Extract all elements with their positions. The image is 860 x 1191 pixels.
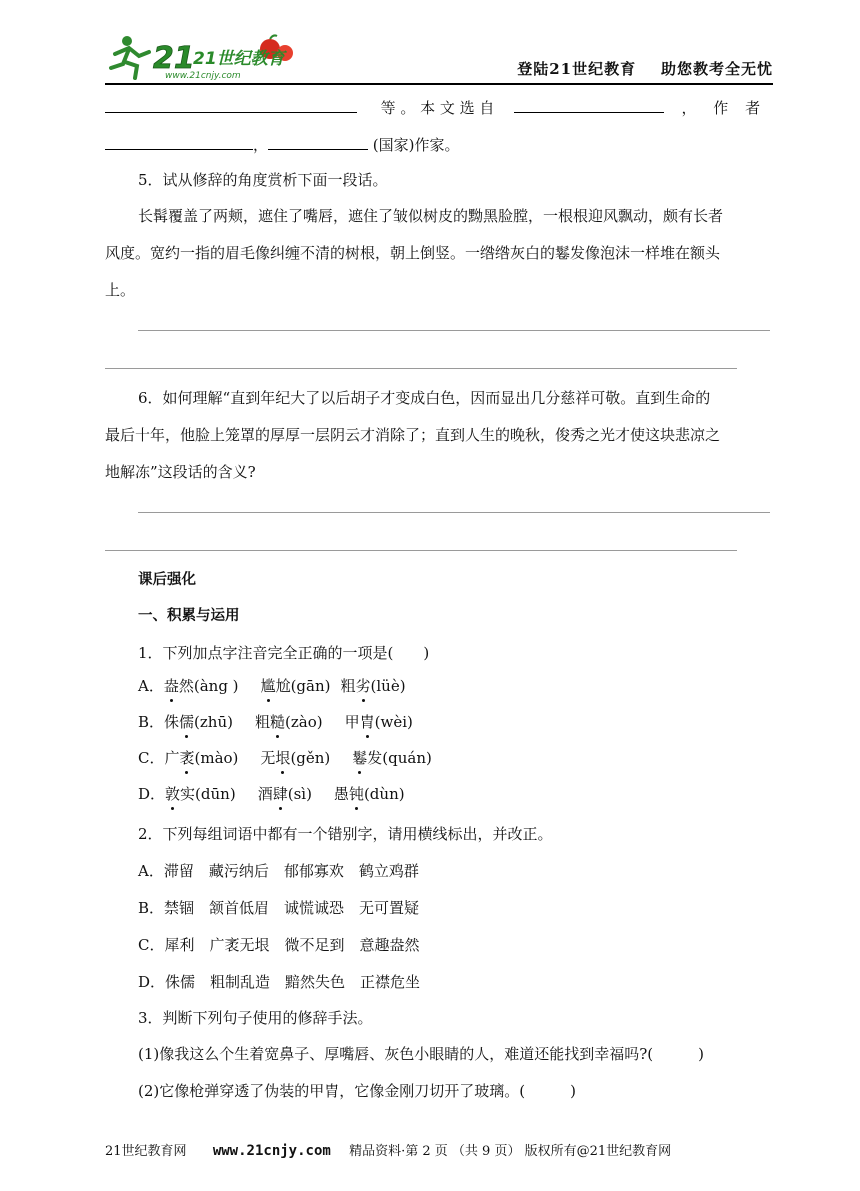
- q4-text-end: ， 作 者: [681, 99, 767, 117]
- q5-passage-line-2: 风度。宽约一指的眉毛像纠缠不清的树根，朝上倒竖。一绺绺灰白的鬈发像泡沫一样堆在额头: [105, 244, 721, 262]
- p2-option-a[interactable]: A．滞留 藏污纳后 郁郁寡欢 鹤立鸡群: [138, 862, 419, 880]
- answer-line[interactable]: [138, 330, 770, 331]
- answer-line[interactable]: [105, 368, 737, 369]
- page-footer: [105, 1140, 671, 1159]
- answer-line[interactable]: [138, 512, 770, 513]
- p3-stem: 3．判断下列句子使用的修辞手法。: [138, 1009, 373, 1027]
- p2-option-c[interactable]: C．犀利 广袤无垠 微不足到 意趣盎然: [138, 936, 420, 954]
- footer-left: 21世纪教育网: [105, 1144, 187, 1159]
- q6-line-2: 最后十年，他脸上笼罩的厚厚一层阴云才消除了；直到人生的晚秋，俊秀之光才使这块悲凉之: [105, 426, 721, 444]
- q4-country: (国家)作家。: [372, 136, 460, 154]
- q5-passage-line-3: 上。: [105, 281, 136, 299]
- p1-option-b[interactable]: B．侏儒(zhū) 粗糙(zào) 甲胄(wèi): [138, 713, 413, 731]
- answer-line[interactable]: [105, 550, 737, 551]
- p1-option-a[interactable]: A．盎然(àng ) 尴尬(gān) 粗劣(lüè): [138, 677, 406, 695]
- q6-line-3: 地解冻”这段话的含义?: [105, 463, 256, 481]
- q4-comma: ，: [253, 136, 269, 154]
- logo-text: 21世纪教育: [193, 49, 285, 69]
- q5-passage-line-1: 长髯覆盖了两颊，遮住了嘴唇，遮住了皱似树皮的黝黑脸膛，一根根迎风飘动，颇有长者: [138, 207, 724, 225]
- blank-3: [105, 133, 253, 150]
- blank-4: [268, 133, 368, 150]
- p1-option-c[interactable]: C．广袤(mào) 无垠(gěn) 鬈发(quán): [138, 749, 432, 767]
- p2-option-b[interactable]: B．禁锢 颔首低眉 诚慌诚恐 无可置疑: [138, 899, 420, 917]
- q4-line-1: [105, 96, 766, 118]
- header-slogan: 登陆21世纪教育 助您教考全无忧: [517, 60, 773, 78]
- header-divider: [105, 83, 773, 85]
- p1-option-d[interactable]: D．敦实(dūn) 酒肆(sì) 愚钝(dùn): [138, 785, 405, 803]
- blank-1: [105, 96, 357, 113]
- p1-stem: 1．下列加点字注音完全正确的一项是( ): [138, 644, 430, 662]
- footer-site-link[interactable]: www.21cnjy.com: [212, 1143, 331, 1159]
- q4-text-mid: 等 。 本 文 选 自: [380, 99, 495, 117]
- logo-url: www.21cnjy.com: [165, 71, 241, 81]
- p2-stem: 2．下列每组词语中都有一个错别字，请用横线标出，并改正。: [138, 825, 553, 843]
- q6-line-1: 6．如何理解“直到年纪大了以后胡子才变成白色，因而显出几分慈祥可敬。直到生命的: [138, 389, 711, 407]
- p3-sentence-1: (1)像我这么个生着宽鼻子、厚嘴唇、灰色小眼睛的人，难道还能找到幸福吗?( ): [138, 1045, 704, 1063]
- section-part-1: 一、积累与运用: [138, 608, 240, 624]
- section-title: 课后强化: [138, 572, 196, 588]
- p2-option-d[interactable]: D．侏儒 粗制乱造 黯然失色 正襟危坐: [138, 973, 421, 991]
- svg-text:21: 21: [153, 41, 195, 76]
- blank-2: [514, 96, 664, 113]
- q5-stem: 5．试从修辞的角度赏析下面一段话。: [138, 171, 388, 189]
- page-header: [105, 32, 773, 84]
- footer-page-info: 精品资料·第 2 页 （共 9 页） 版权所有@21世纪教育网: [349, 1144, 672, 1159]
- q4-line-2: [105, 133, 460, 155]
- p3-sentence-2: (2)它像枪弹穿透了伪装的甲胄，它像金刚刀切开了玻璃。( ): [138, 1082, 576, 1100]
- 21cnjy-logo: [105, 32, 305, 82]
